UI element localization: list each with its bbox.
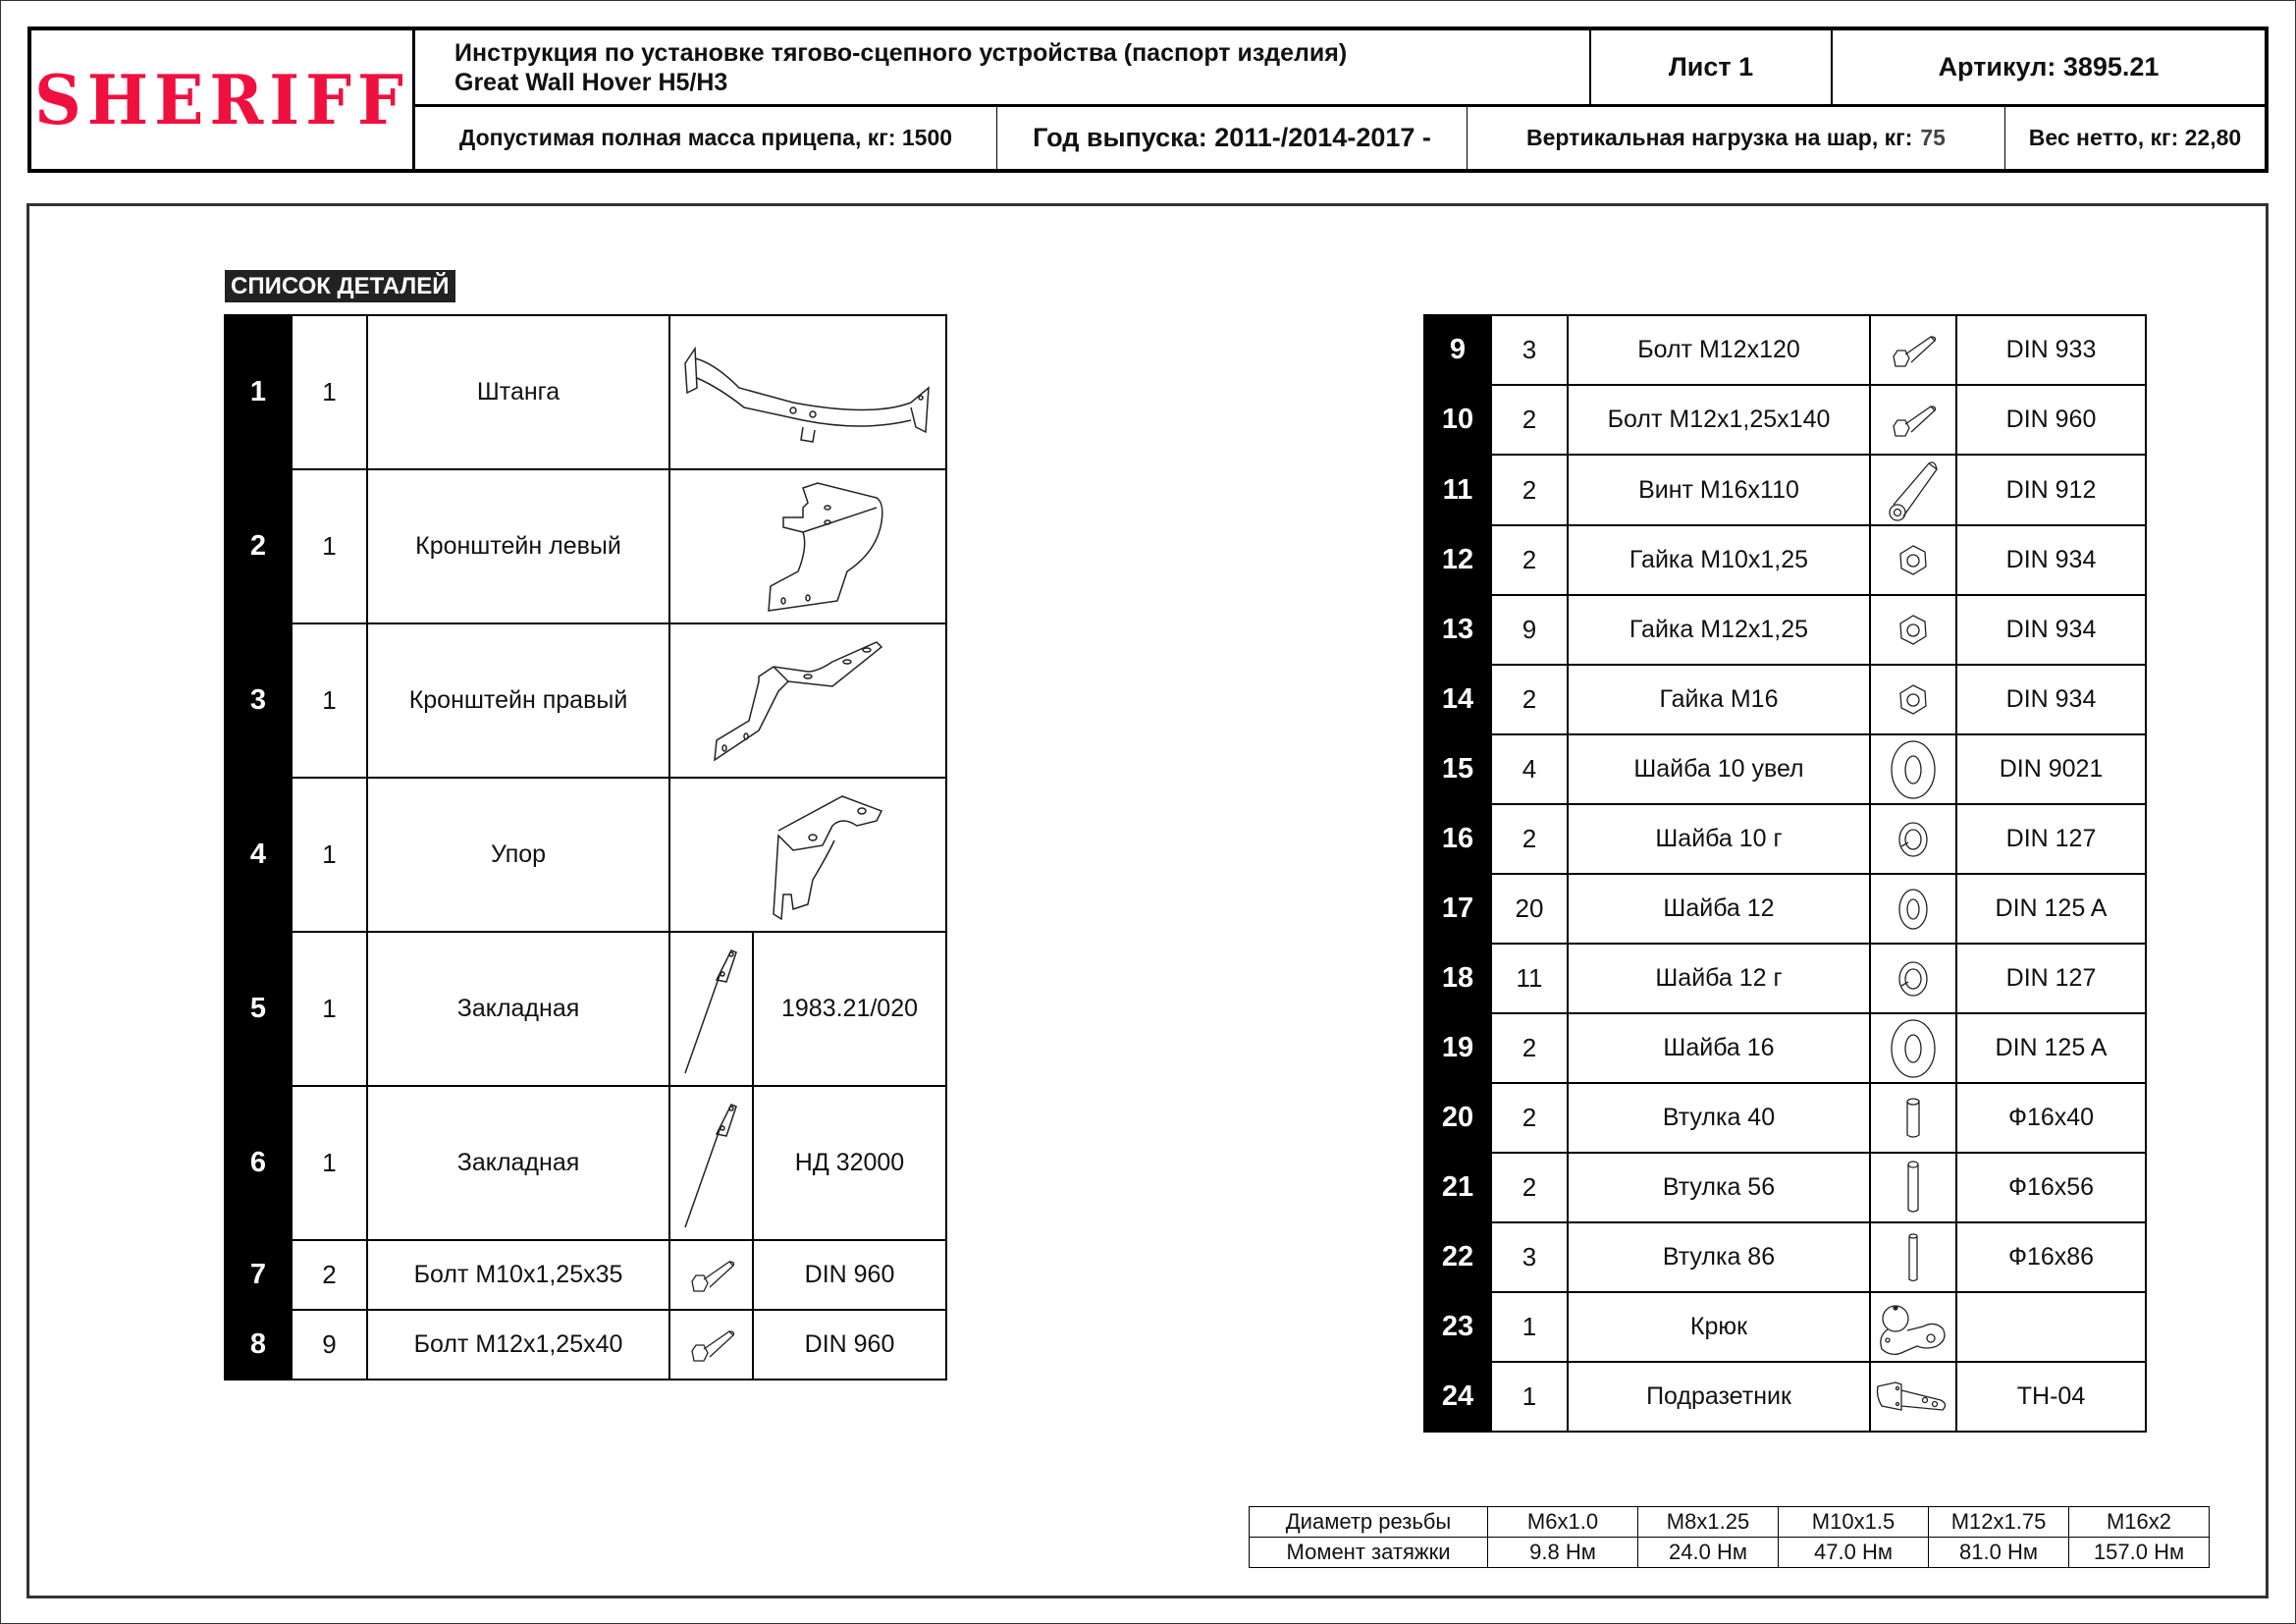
parts-row	[1424, 1362, 2146, 1432]
sleeve-medium-icon	[1871, 1159, 1955, 1218]
part-reference	[1956, 1292, 2146, 1362]
title-block	[27, 27, 2269, 173]
parts-row	[1424, 385, 2146, 455]
torque-table	[1249, 1506, 2210, 1568]
vehicle-model: Great Wall Hover H5/H3	[454, 68, 728, 96]
part-reference: НД 32000	[753, 1086, 946, 1240]
stop-bracket-icon	[670, 786, 945, 924]
part-name: Подразетник	[1568, 1362, 1870, 1432]
part-reference: DIN 125 A	[1956, 874, 2146, 944]
spring-washer-icon	[1871, 817, 1955, 862]
part-image-cell	[1870, 1292, 1956, 1362]
parts-row	[1424, 1222, 2146, 1292]
logo-cell	[31, 30, 415, 169]
parts-row	[1424, 944, 2146, 1013]
part-image-cell	[669, 778, 946, 932]
part-name: Закладная	[367, 1086, 669, 1240]
part-name: Болт М10х1,25х35	[367, 1240, 669, 1310]
part-number: 2	[225, 469, 292, 623]
part-name: Болт М12х1,25х40	[367, 1310, 669, 1380]
part-reference: DIN 934	[1956, 595, 2146, 665]
thread-row	[1250, 1507, 2210, 1538]
parts-row	[1424, 734, 2146, 804]
nut-icon	[1871, 680, 1955, 720]
socket-plate-icon	[1871, 1377, 1955, 1418]
bolt-icon	[1871, 399, 1955, 442]
part-number: 10	[1424, 385, 1491, 455]
thread-cell: М8х1.25	[1638, 1507, 1779, 1538]
part-image-cell	[669, 1240, 753, 1310]
part-reference: DIN 960	[1956, 385, 2146, 455]
part-image-cell	[1870, 595, 1956, 665]
part-number: 12	[1424, 525, 1491, 595]
part-image-cell	[669, 932, 753, 1086]
part-quantity: 2	[1491, 804, 1568, 874]
part-name: Гайка М16	[1568, 665, 1870, 734]
parts-row	[1424, 1153, 2146, 1222]
part-number: 8	[225, 1310, 292, 1380]
spring-washer-icon	[1871, 956, 1955, 1001]
parts-table-left	[224, 314, 947, 1380]
trailer-mass: Допустимая полная масса прицепа, кг: 1500	[415, 104, 996, 169]
parts-row	[225, 778, 946, 932]
part-name: Винт М16х110	[1568, 455, 1870, 525]
part-quantity: 3	[1491, 315, 1568, 385]
thread-label: Диаметр резьбы	[1250, 1507, 1488, 1538]
part-name: Шайба 12	[1568, 874, 1870, 944]
part-image-cell	[1870, 315, 1956, 385]
washer-icon	[1871, 885, 1955, 934]
part-name: Штанга	[367, 315, 669, 469]
net-weight: Вес нетто, кг: 22,80	[2004, 104, 2265, 169]
part-name: Кронштейн правый	[367, 623, 669, 778]
part-number: 3	[225, 623, 292, 778]
part-reference: DIN 934	[1956, 665, 2146, 734]
part-quantity: 9	[1491, 595, 1568, 665]
parts-row	[1424, 595, 2146, 665]
part-quantity: 1	[292, 315, 367, 469]
parts-row	[225, 1086, 946, 1240]
parts-row	[225, 1240, 946, 1310]
part-reference: DIN 9021	[1956, 734, 2146, 804]
part-name: Шайба 10 г	[1568, 804, 1870, 874]
washer-large-icon	[1871, 737, 1955, 802]
part-image-cell	[1870, 1362, 1956, 1432]
torque-cell: 81.0 Нм	[1929, 1538, 2069, 1568]
part-number: 24	[1424, 1362, 1491, 1432]
part-number: 14	[1424, 665, 1491, 734]
part-quantity: 1	[1491, 1362, 1568, 1432]
sleeve-long-icon	[1871, 1230, 1955, 1285]
part-number: 4	[225, 778, 292, 932]
part-image-cell	[1870, 1013, 1956, 1083]
part-quantity: 2	[1491, 1083, 1568, 1153]
left-bracket-icon	[670, 478, 945, 616]
sleeve-short-icon	[1871, 1094, 1955, 1143]
part-image-cell	[1870, 944, 1956, 1013]
part-reference: DIN 127	[1956, 804, 2146, 874]
part-reference: ТН-04	[1956, 1362, 2146, 1432]
part-number: 20	[1424, 1083, 1491, 1153]
part-number: 15	[1424, 734, 1491, 804]
part-image-cell	[1870, 385, 1956, 455]
part-reference: DIN 934	[1956, 525, 2146, 595]
part-image-cell	[1870, 1083, 1956, 1153]
parts-row	[1424, 455, 2146, 525]
vertical-load-value: 75	[1920, 125, 1946, 150]
nut-icon	[1871, 541, 1955, 580]
part-reference: DIN 125 A	[1956, 1013, 2146, 1083]
part-reference: DIN 960	[753, 1310, 946, 1380]
torque-cell: 157.0 Нм	[2069, 1538, 2210, 1568]
part-number: 13	[1424, 595, 1491, 665]
part-quantity: 1	[292, 623, 367, 778]
part-quantity: 2	[1491, 525, 1568, 595]
part-quantity: 1	[1491, 1292, 1568, 1362]
torque-cell: 47.0 Нм	[1779, 1538, 1929, 1568]
part-reference: 1983.21/020	[753, 932, 946, 1086]
part-number: 22	[1424, 1222, 1491, 1292]
thread-cell: М12х1.75	[1929, 1507, 2069, 1538]
parts-row	[1424, 1292, 2146, 1362]
parts-row	[225, 315, 946, 469]
part-name: Болт М12х1,25х140	[1568, 385, 1870, 455]
insert-rod-icon	[670, 941, 752, 1078]
part-number: 21	[1424, 1153, 1491, 1222]
parts-row	[1424, 1013, 2146, 1083]
torque-label: Момент затяжки	[1250, 1538, 1488, 1568]
thread-cell: М10х1.5	[1779, 1507, 1929, 1538]
part-reference: DIN 127	[1956, 944, 2146, 1013]
bolt-icon	[1871, 329, 1955, 372]
part-image-cell	[1870, 525, 1956, 595]
production-year: Год выпуска: 2011-/2014-2017 -	[996, 104, 1467, 169]
part-name: Шайба 10 увел	[1568, 734, 1870, 804]
torque-row	[1250, 1538, 2210, 1568]
part-image-cell	[1870, 1153, 1956, 1222]
part-quantity: 20	[1491, 874, 1568, 944]
part-image-cell	[1870, 874, 1956, 944]
part-image-cell	[669, 315, 946, 469]
thread-cell: М16х2	[2069, 1507, 2210, 1538]
parts-row	[1424, 525, 2146, 595]
part-name: Гайка М10х1,25	[1568, 525, 1870, 595]
part-number: 18	[1424, 944, 1491, 1013]
torque-cell: 9.8 Нм	[1488, 1538, 1638, 1568]
part-name: Гайка М12х1,25	[1568, 595, 1870, 665]
parts-row	[1424, 315, 2146, 385]
part-quantity: 2	[1491, 385, 1568, 455]
part-quantity: 2	[1491, 1153, 1568, 1222]
part-reference: Ф16х40	[1956, 1083, 2146, 1153]
article-number: Артикул: 3895.21	[1831, 30, 2265, 104]
part-reference: Ф16х86	[1956, 1222, 2146, 1292]
part-image-cell	[669, 1086, 753, 1240]
insert-rod-icon	[670, 1095, 752, 1232]
part-reference: DIN 912	[1956, 455, 2146, 525]
part-quantity: 2	[1491, 1013, 1568, 1083]
part-quantity: 11	[1491, 944, 1568, 1013]
parts-row	[225, 932, 946, 1086]
part-name: Втулка 86	[1568, 1222, 1870, 1292]
part-number: 7	[225, 1240, 292, 1310]
part-number: 11	[1424, 455, 1491, 525]
part-number: 9	[1424, 315, 1491, 385]
part-quantity: 1	[292, 778, 367, 932]
part-name: Шайба 16	[1568, 1013, 1870, 1083]
part-image-cell	[1870, 1222, 1956, 1292]
parts-row	[1424, 1083, 2146, 1153]
part-reference: DIN 960	[753, 1240, 946, 1310]
nut-icon	[1871, 611, 1955, 650]
part-image-cell	[1870, 734, 1956, 804]
parts-row	[225, 1310, 946, 1380]
bolt-icon	[670, 1324, 752, 1367]
part-quantity: 1	[292, 1086, 367, 1240]
right-bracket-icon	[670, 632, 945, 770]
tow-bar-icon	[670, 334, 945, 452]
bolt-icon	[670, 1254, 752, 1297]
part-quantity: 2	[292, 1240, 367, 1310]
part-image-cell	[1870, 804, 1956, 874]
parts-row	[1424, 665, 2146, 734]
part-quantity: 2	[1491, 665, 1568, 734]
socket-screw-icon	[1871, 456, 1955, 524]
document-title	[415, 30, 1589, 104]
part-image-cell	[669, 1310, 753, 1380]
part-image-cell	[1870, 665, 1956, 734]
part-image-cell	[669, 623, 946, 778]
part-number: 1	[225, 315, 292, 469]
part-name: Закладная	[367, 932, 669, 1086]
part-image-cell	[1870, 455, 1956, 525]
part-reference: DIN 933	[1956, 315, 2146, 385]
part-name: Крюк	[1568, 1292, 1870, 1362]
part-quantity: 1	[292, 932, 367, 1086]
parts-row	[225, 623, 946, 778]
parts-list-title: СПИСОК ДЕТАЛЕЙ	[225, 270, 455, 302]
vertical-load	[1467, 104, 2004, 169]
part-name: Болт М12х120	[1568, 315, 1870, 385]
parts-table-right	[1423, 314, 2147, 1433]
parts-row	[1424, 804, 2146, 874]
part-reference: Ф16х56	[1956, 1153, 2146, 1222]
part-number: 5	[225, 932, 292, 1086]
part-quantity: 9	[292, 1310, 367, 1380]
sheriff-logo: SHERIFF	[34, 59, 409, 140]
sheet-number: Лист 1	[1589, 30, 1831, 104]
vertical-load-label: Вертикальная нагрузка на шар, кг:	[1526, 125, 1913, 150]
thread-cell: М6х1.0	[1488, 1507, 1638, 1538]
part-quantity: 4	[1491, 734, 1568, 804]
part-name: Втулка 56	[1568, 1153, 1870, 1222]
part-quantity: 3	[1491, 1222, 1568, 1292]
part-number: 23	[1424, 1292, 1491, 1362]
part-number: 16	[1424, 804, 1491, 874]
part-name: Кронштейн левый	[367, 469, 669, 623]
part-number: 19	[1424, 1013, 1491, 1083]
part-name: Втулка 40	[1568, 1083, 1870, 1153]
part-quantity: 1	[292, 469, 367, 623]
part-image-cell	[669, 469, 946, 623]
title-line-1: Инструкция по установке тягово-сцепного устройства (паспорт изделия)	[454, 38, 1348, 67]
parts-row	[1424, 874, 2146, 944]
washer-large-icon	[1871, 1016, 1955, 1081]
part-name: Шайба 12 г	[1568, 944, 1870, 1013]
torque-cell: 24.0 Нм	[1638, 1538, 1779, 1568]
part-number: 6	[225, 1086, 292, 1240]
part-name: Упор	[367, 778, 669, 932]
part-number: 17	[1424, 874, 1491, 944]
tow-ball-icon	[1871, 1295, 1955, 1360]
parts-row	[225, 469, 946, 623]
part-quantity: 2	[1491, 455, 1568, 525]
